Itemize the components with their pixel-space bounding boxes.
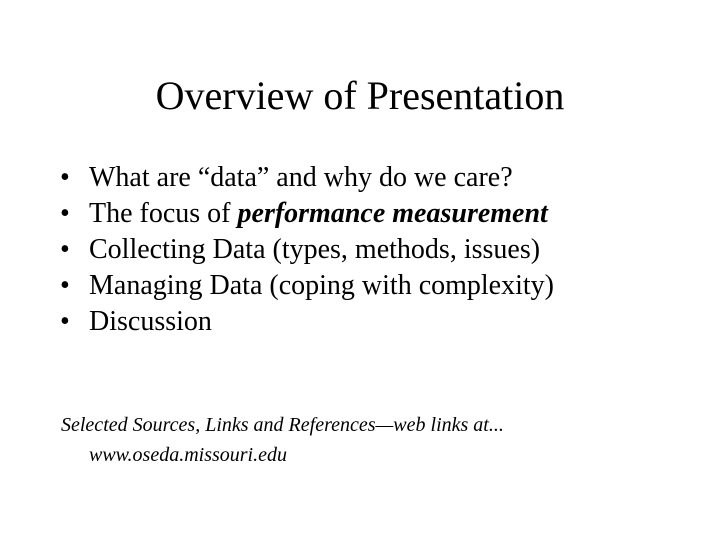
bullet-text: Discussion <box>89 306 212 337</box>
bullet-text <box>89 196 548 232</box>
bullet-icon: • <box>60 198 70 229</box>
bullet-icon: • <box>60 234 70 265</box>
bullet-text: Managing Data (coping with complexity) <box>89 270 554 301</box>
bullet-text: What are “data” and why do we care? <box>89 162 513 193</box>
bullet-text: Collecting Data (types, methods, issues) <box>89 234 541 265</box>
bullet-text-emphasis: performance measurement <box>237 198 548 229</box>
sources-line: Selected Sources, Links and References—web links at... <box>61 414 504 436</box>
bullet-text-prefix: The focus of <box>89 198 238 229</box>
bullet-icon: • <box>60 306 70 337</box>
sources-url: www.oseda.missouri.edu <box>89 444 287 466</box>
slide-title: Overview of Presentation <box>155 73 565 118</box>
bullet-icon: • <box>60 270 70 301</box>
sources-note <box>61 410 504 470</box>
bullet-icon: • <box>60 162 70 193</box>
